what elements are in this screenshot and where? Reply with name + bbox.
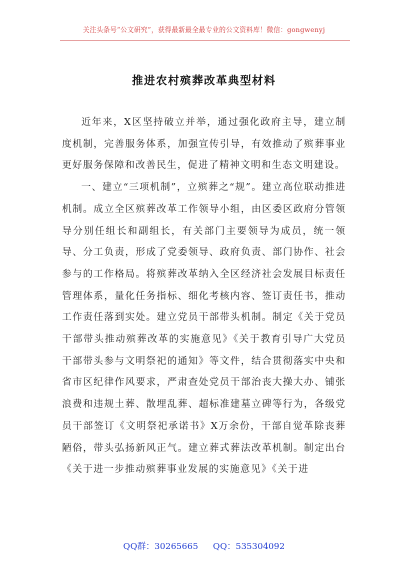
- document-body: [62, 112, 346, 481]
- qq-number: QQ：535304092: [212, 542, 285, 552]
- document-title: 推进农村殡葬改革典型材料: [132, 74, 276, 87]
- footer-contact: [0, 540, 408, 552]
- banner-divider: [60, 40, 350, 41]
- promo-banner: 关注头条号“公文研究”，获得最新最全最专业的公文资料库！微信：gongwenyj: [82, 26, 326, 34]
- qq-group-number: QQ群：30265665: [123, 542, 199, 552]
- paragraph-section-one: 一、建立“三项机制”，立殡葬之“规”。建立高位联动推进机制。成立全区殡葬改革工作领导小组，由区委区政府分管领导分别任组长和副组长，有关部门主要领导为成员，统一领导、分工负责，形成了党委领导、政府负责、部门协作、社会参与的工作格局。将殡葬改革纳入全区经济社会发展目标责任管理体系，量化任务指标、细化考核内容、签订责任书，推动工作责任落到实处。建立党员干部带头机制。制定《关于党员干部带头推动殡葬改革的实施意见》《关于教育引导广大党员干部带头参与文明祭祀的通知》等文件，结合贯彻落实中央和省市区纪律作风要求，严肃查处党员干部治丧大操大办、铺张浪费和违规土葬、散埋乱葬、超标准建墓立碑等行为，各级党员干部签订《文明祭祀承诺书》X万余份，干部自觉革除丧葬陋俗，带头弘扬新风正气。建立葬式葬法改革机制。制定出台《关于进一步推动殡葬事业发展的实施意见》《关于进: [62, 182, 346, 476]
- paragraph-intro: 近年来，X区坚持破立并举，通过强化政府主导，建立制度机制，完善服务体系，加强宣传引导，有效推动了殡葬事业更好服务保障和改善民生，促进了精神文明和生态文明建设。: [62, 117, 346, 172]
